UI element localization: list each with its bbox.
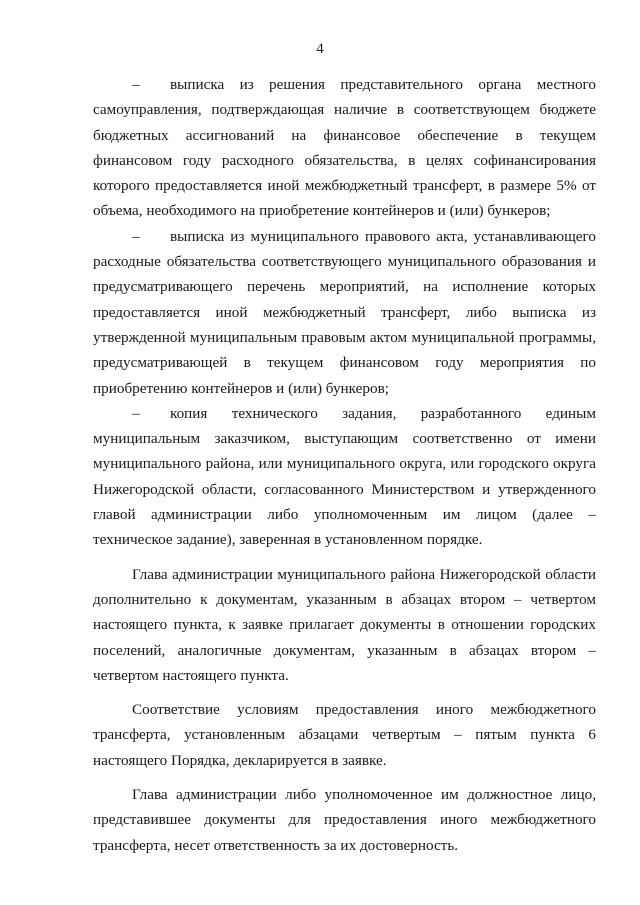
paragraph-responsibility: Глава администрации либо уполномоченное им должностное лицо, представившее документы для предоставления иного межбюджетного трансферта, несет ответственность за их достоверность. <box>93 786 596 854</box>
paragraph-technical-task-copy: – копия технического задания, разработанного единым муниципальным заказчиком, выступающим соответственно от имени муниципального района, или муниципального округа, или городского округа Нижегородской области, согласованного Министерством и утвержденного главой администрации либо уполномоченным им лицом (далее – техническое задание), заверенная в установленном порядке. <box>93 404 596 549</box>
page-number: 4 <box>316 41 324 57</box>
paragraph-district-head-documents: Глава администрации муниципального района Нижегородской области дополнительно к документам, указанным в абзацах втором – четвертом настоящего пункта, к заявке прилагает документы в отношении городских поселений, аналогичные документам, указанным в абзацах втором – четвертом настоящего пункта. <box>93 565 596 684</box>
paragraph-extract-budget-decision: – выписка из решения представительного органа местного самоуправления, подтверждающая наличие в соответствующем бюджете бюджетных ассигнований на финансовое обеспечение в текущем финансовом году расходного обязательства, в целях софинансирования которого предоставляется иной межбюджетный трансферт, в размере 5% от объема, необходимого на приобретение контейнеров и (или) бункеров; <box>93 76 596 220</box>
paragraph-extract-municipal-act: – выписка из муниципального правового акта, устанавливающего расходные обязательства соответствующего муниципального образования и предусматривающего перечень мероприятий, на исполнение которых предоставляется иной межбюджетный трансферт, либо выписка из утвержденной муниципальным правовым актом муниципальной программы, предусматривающей в текущем финансовом году мероприятия по приобретению контейнеров и (или) бункеров; <box>93 227 596 397</box>
paragraph-conditions-declaration: Соответствие условиям предоставления иного межбюджетного трансферта, установленным абзацами четвертым – пятым пункта 6 настоящего Порядка, декларируется в заявке. <box>93 701 596 769</box>
document-body <box>93 72 596 858</box>
